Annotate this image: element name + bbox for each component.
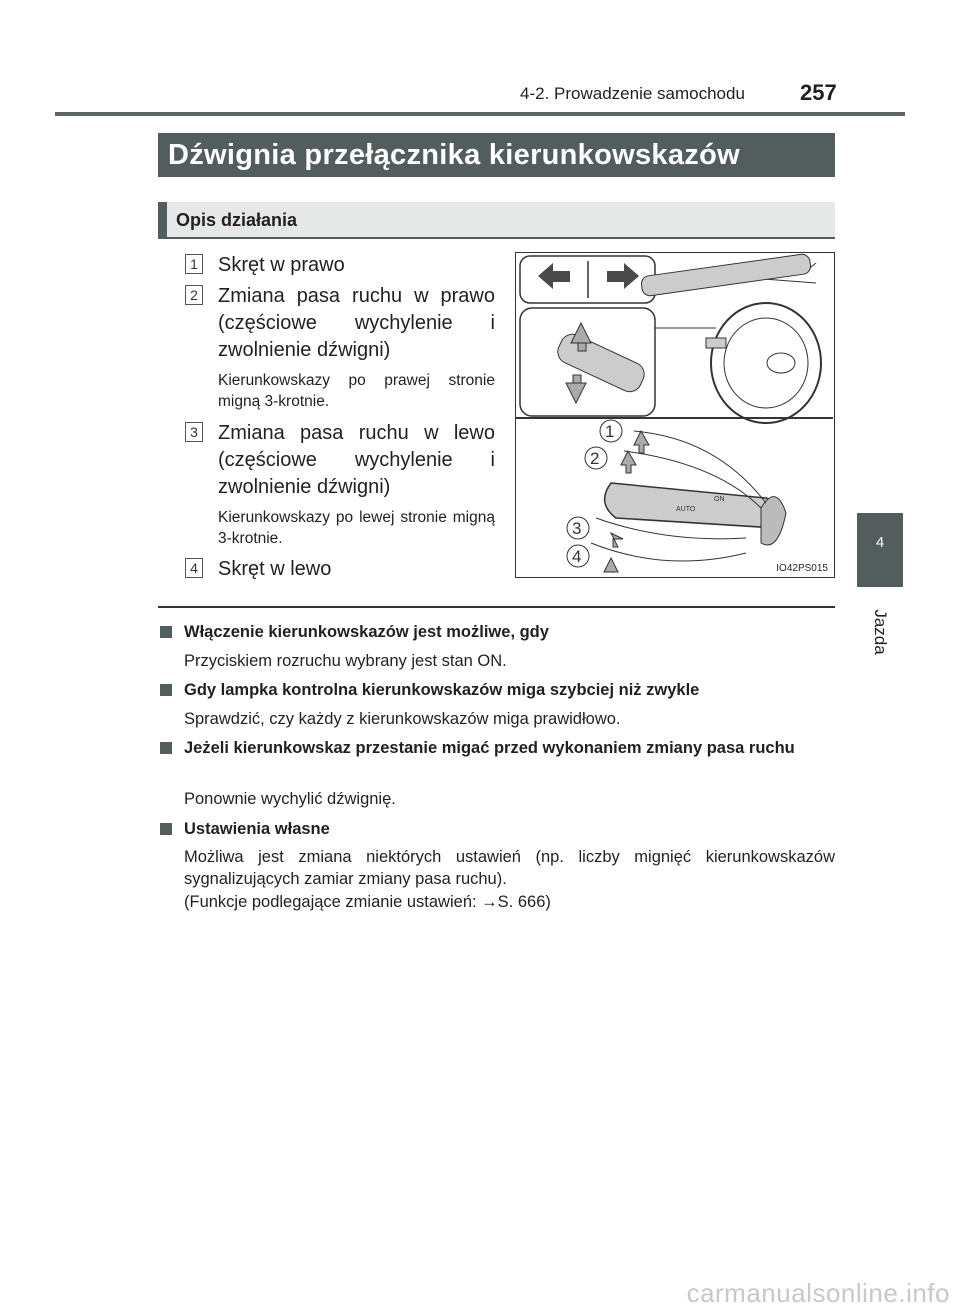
list-item: [185, 420, 495, 549]
header-rule: [55, 112, 905, 116]
chapter-tab-label: Jazda: [871, 609, 890, 655]
item-number: 2: [185, 285, 203, 305]
list-item: [185, 252, 495, 279]
item-number: 4: [185, 558, 203, 578]
bullet-square-icon: [160, 742, 172, 754]
chapter-tab: 4: [857, 513, 903, 587]
note-heading: Ustawienia własne: [160, 818, 835, 841]
section-divider: [158, 606, 835, 608]
turn-signal-lever-figure: [515, 252, 835, 578]
figure-label: 2: [590, 449, 600, 468]
item-note: Kierunkowskazy po lewej stronie migną 3-krotnie.: [218, 509, 495, 547]
note-heading: Gdy lampka kontrolna kierunkowskazów miga szybciej niż zwykle: [160, 679, 835, 702]
item-number: 3: [185, 422, 203, 442]
item-note: Kierunkowskazy po prawej stronie migną 3-krotnie.: [218, 372, 495, 410]
item-text: Zmiana pasa ruchu w lewo (częściowe wychylenie i zwolnienie dźwigni): [218, 422, 495, 498]
lever-mark: AUTO: [676, 506, 696, 513]
item-number: 1: [185, 254, 203, 274]
watermark: carmanualsonline.info: [686, 1278, 950, 1308]
list-item: [185, 556, 495, 583]
note-body-reference: (Funkcje podlegające zmianie ustawień: →S. 666): [184, 893, 551, 911]
figure-label: 4: [572, 547, 582, 566]
bullet-square-icon: [160, 684, 172, 696]
lever-illustration: [516, 253, 833, 576]
figure-code: IO42PS015: [776, 563, 828, 574]
figure-label: 3: [572, 519, 582, 538]
page-title: Dźwignia przełącznika kierunkowskazów: [158, 133, 835, 177]
bullet-square-icon: [160, 823, 172, 835]
item-text: Zmiana pasa ruchu w prawo (częściowe wychylenie i zwolnienie dźwigni): [218, 285, 495, 361]
page-number: 257: [800, 80, 837, 105]
list-item: [185, 283, 495, 412]
note-heading: Jeżeli kierunkowskaz przestanie migać przed wykonaniem zmiany pasa ruchu: [160, 737, 835, 760]
subheading: Opis działania: [158, 202, 835, 239]
lever-mark: ON: [714, 496, 725, 503]
item-text: Skręt w prawo: [218, 254, 345, 276]
bullet-square-icon: [160, 626, 172, 638]
note-body: Ponownie wychylić dźwignię.: [184, 790, 396, 808]
item-text: Skręt w lewo: [218, 558, 332, 580]
note-body: Możliwa jest zmiana niektórych ustawień (np. liczby mignięć kierunkowskazów sygnalizujących zamiar zmiany pasa ruchu).: [184, 848, 835, 888]
section-header: 4-2. Prowadzenie samochodu: [520, 84, 745, 103]
note-body: Przyciskiem rozruchu wybrany jest stan ON.: [184, 652, 507, 670]
note-body: Sprawdzić, czy każdy z kierunkowskazów miga prawidłowo.: [184, 710, 621, 728]
figure-label: 1: [605, 422, 615, 441]
note-heading: Włączenie kierunkowskazów jest możliwe, gdy: [160, 621, 835, 644]
